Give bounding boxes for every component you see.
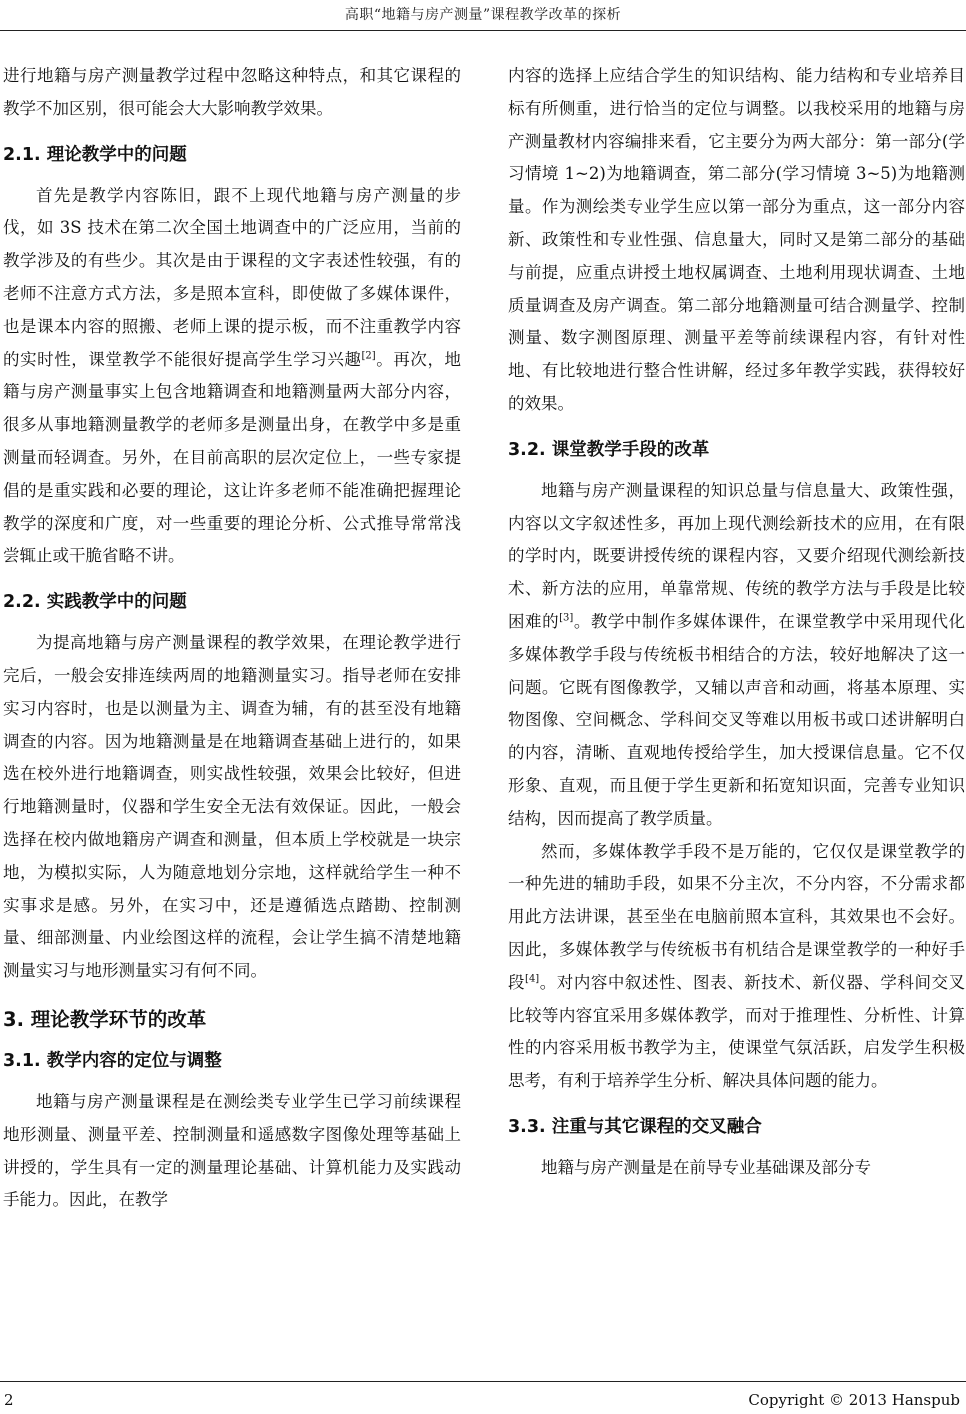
section-3-1-heading: 3.1. 教学内容的定位与调整 [3, 1050, 222, 1071]
paragraph-text: 地籍与房产测量课程的知识总量与信息量大、政策性强，内容以文字叙述性多，再加上现代测绘新技术的应用，在有限的学时内，既要讲授传统的课程内容，又要介绍现代测绘新技术、新方法的应用，单靠常规、传统的教学方法与手段是比较困难的 [508, 480, 965, 631]
section-3-1-paragraph: 地籍与房产测量课程是在测绘类专业学生已学习前续课程地形测量、测量平差、控制测量和遥感数字图像处理等基础上讲授的，学生具有一定的测量理论基础、计算机能力及实践动手能力。因此，在教学 [3, 1091, 461, 1210]
section-3-1-continuation: 内容的选择上应结合学生的知识结构、能力结构和专业培养目标有所侧重，进行恰当的定位与调整。以我校采用的地籍与房产测量教材内容编排来看，它主要分为两大部分：第一部分(学习情境 1~2)为地籍调查，第二部分(学习情境 3~5)为地籍测量。作为测绘类专业学生应以第一部分为重点，这一部分内容新、政策性和专业性强、信息量大，同时又是第二部分的基础与前提，应重点讲授土地权属调查、土地利用现状调查、土地质量调查及房产调查。第二部分地籍测量可结合测量学、控制测量、数字测图原理、测量平差等前续课程内容，有针对性地、有比较地进行整合性讲解，经过多年教学实践，获得较好的效果。 [508, 66, 965, 413]
paragraph-text: 。再次，地籍与房产测量事实上包含地籍调查和地籍测量两大部分内容，很多从事地籍测量教学的老师多是测量出身，在教学中多是重测量而轻调查。另外，在目前高职的层次定位上，一些专家提倡的是重实践和必要的理论，这让许多老师不能准确把握理论教学的深度和广度，对一些重要的理论分析、公式推导常常浅尝辄止或干脆省略不讲。 [3, 349, 462, 566]
section-2-2-heading: 2.2. 实践教学中的问题 [3, 592, 187, 613]
section-2-1-paragraph [3, 180, 461, 574]
paragraph-text: 。对内容中叙述性、图表、新技术、新仪器、学科间交叉比较等内容宜采用多媒体教学，而对于推理性、分析性、计算性的内容采用板书教学为主，使课堂气氛活跃，启发学生积极思考，有利于培养学生分析、解决具体问题的能力。 [508, 972, 966, 1091]
citation-ref[interactable]: [2] [361, 350, 376, 362]
intro-paragraph: 进行地籍与房产测量教学过程中忽略这种特点，和其它课程的教学不加区别，很可能会大大影响教学效果。 [3, 66, 461, 118]
copyright-notice: Copyright © 2013 Hanspub [748, 1391, 960, 1409]
section-3-3-heading: 3.3. 注重与其它课程的交叉融合 [508, 1116, 762, 1137]
section-3-heading: 3. 理论教学环节的改革 [3, 1007, 207, 1031]
section-3-2-paragraph-2 [508, 836, 965, 1098]
citation-ref[interactable]: [4] [525, 973, 540, 985]
section-2-2-paragraph: 为提高地籍与房产测量课程的教学效果，在理论教学进行完后，一般会安排连续两周的地籍测量实习。指导老师在安排实习内容时，也是以测量为主、调查为辅，有的甚至没有地籍调查的内容。因为地籍测量是在地籍调查基础上进行的，如果选在校外进行地籍调查，则实战性较强，效果会比较好，但进行地籍测量时，仪器和学生安全无法有效保证。因此，一般会选择在校内做地籍房产调查和测量，但本质上学校就是一块宗地，为模拟实际，人为随意地划分宗地，这样就给学生一种不实事求是感。另外，在实习中，还是遵循选点踏勘、控制测量、细部测量、内业绘图这样的流程，会让学生搞不清楚地籍测量实习与地形测量实习有何不同。 [3, 633, 461, 981]
right-column [508, 60, 965, 1185]
section-3-3-paragraph: 地籍与房产测量是在前导专业基础课及部分专 [541, 1157, 871, 1177]
section-2-1-heading: 2.1. 理论教学中的问题 [3, 144, 187, 165]
citation-ref[interactable]: [3] [559, 612, 574, 624]
running-title: 高职“地籍与房产测量”课程教学改革的探析 [344, 7, 622, 23]
header-rule [0, 30, 966, 31]
section-3-2-heading: 3.2. 课堂教学手段的改革 [508, 439, 710, 460]
paragraph-text: 然而，多媒体教学手段不是万能的，它仅仅是课堂教学的一种先进的辅助手段，如果不分主次，不分内容，不分需求都用此方法讲课，甚至坐在电脑前照本宣科，其效果也不会好。因此，多媒体教学与传统板书有机结合是课堂教学的一种好手段 [508, 841, 965, 992]
footer-rule [0, 1381, 966, 1382]
left-column [3, 60, 461, 1217]
paragraph-text: 。教学中制作多媒体课件，在课堂教学中采用现代化多媒体教学手段与传统板书相结合的方法，较好地解决了这一问题。它既有图像教学，又辅以声音和动画，将基本原理、实物图像、空间概念、学科间交叉等难以用板书或口述讲解明白的内容，清晰、直观地传授给学生，加大授课信息量。它不仅形象、直观，而且便于学生更新和拓宽知识面，完善专业知识结构，因而提高了教学质量。 [508, 611, 966, 828]
page-number: 2 [4, 1391, 14, 1409]
paragraph-text: 首先是教学内容陈旧，跟不上现代地籍与房产测量的步伐，如 3S 技术在第二次全国土地调查中的广泛应用，当前的教学涉及的有些少。其次是由于课程的文字表述性较强，有的老师不注意方式方法，多是照本宣科，即使做了多媒体课件，也是课本内容的照搬、老师上课的提示板，而不注重教学内容的实时性，课堂教学不能很好提高学生学习兴趣 [3, 185, 461, 369]
section-3-2-paragraph-1 [508, 475, 965, 836]
